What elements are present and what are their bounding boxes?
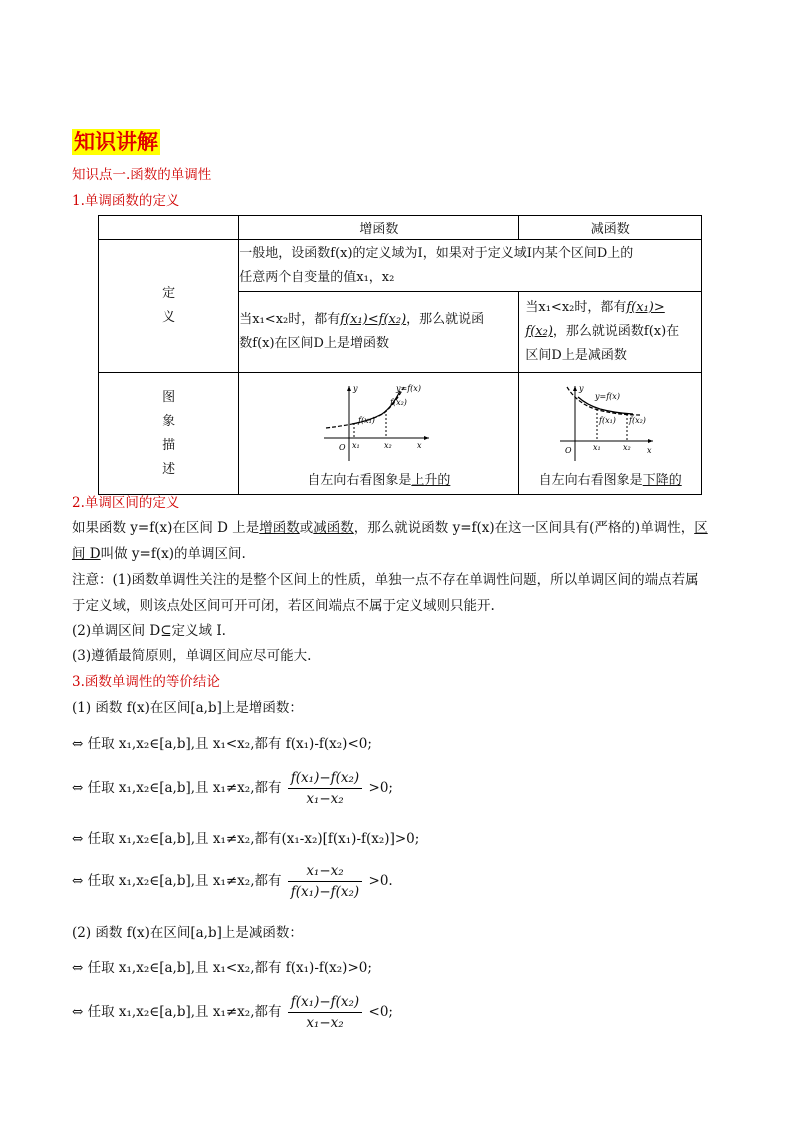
general-line2: 任意两个自变量的值x₁，x₂	[239, 269, 395, 285]
section1-title: 知识点一.函数的单调性	[72, 167, 212, 183]
increase-graph-cell	[239, 373, 519, 495]
note-line3: (2)单调区间 D⊆定义域 I.	[72, 623, 226, 639]
dec-condition-2: f(x₂)	[525, 324, 553, 339]
inc-x-label: x	[416, 441, 422, 450]
subsection1-title: 1.单调函数的定义	[72, 193, 180, 209]
inc-fx2-label: f(x₂)	[389, 398, 407, 407]
dec-caption-underlined: 下降的	[642, 473, 682, 488]
dec-y-label: y	[579, 384, 584, 393]
decrease-graph-cell	[519, 373, 702, 495]
increase-condition-3: ⇔ 任取 x₁,x₂∈[a,b],且 x₁≠x₂,都有(x₁-x₂)[f(x₁)-f(x₂)]>0;	[72, 831, 420, 847]
dec-curve-label: y=f(x)	[595, 392, 621, 401]
inc-caption-underlined: 上升的	[411, 473, 451, 488]
general-definition	[239, 240, 702, 292]
dec-origin-label: O	[565, 446, 572, 455]
section3-title: 3.函数单调性的等价结论	[72, 674, 220, 690]
dec-text1: 当x₁<x₂时，都有	[525, 300, 627, 315]
inc-y-label: y	[352, 384, 358, 393]
dec-text2: ，那么就说函数f(x)在	[552, 324, 680, 339]
row-definition-label: 定 义	[99, 240, 239, 373]
inc-text2: ，那么就说函	[406, 312, 485, 327]
inc-x1-label: x₁	[351, 441, 360, 450]
dec-fx1-label: f(x₁)	[599, 416, 617, 425]
monotonic-definition-table	[98, 215, 702, 495]
inc-caption: 自左向右看图象是	[307, 473, 412, 488]
inc-origin-label: O	[338, 443, 346, 452]
increase-definition	[239, 292, 519, 373]
monotonic-interval-def-line1: 如果函数 y=f(x)在区间 D 上是增函数或减函数，那么就说函数 y=f(x)在这一区间具有(严格的)单调性，区	[72, 520, 708, 536]
dec-caption: 自左向右看图象是	[538, 473, 643, 488]
general-line1: 一般地，设函数f(x)的定义域为I，如果对于定义域I内某个区间D上的	[239, 245, 634, 261]
dec-x1-label: x₁	[593, 443, 601, 452]
inc-condition: f(x₁)<f(x₂)	[340, 312, 407, 327]
decrease-condition-1: ⇔ 任取 x₁,x₂∈[a,b],且 x₁<x₂,都有 f(x₁)-f(x₂)>0;	[72, 960, 372, 976]
increase-heading: (1) 函数 f(x)在区间[a,b]上是增函数：	[72, 700, 303, 716]
dec-condition-1: f(x₁)>	[626, 300, 665, 315]
increase-condition-2: ⇔ 任取 x₁,x₂∈[a,b],且 x₁≠x₂,都有 $\frac{\text{f(x₁)−f(x₂)}}{\text{x₁−x₂}}$ >0;	[72, 770, 393, 807]
dec-text3: 区间D上是减函数	[525, 348, 627, 363]
increase-condition-4: ⇔ 任取 x₁,x₂∈[a,b],且 x₁≠x₂,都有 $\frac{\text{x₁−x₂}}{\text{f(x₁)−f(x₂)}}$ >0.	[72, 863, 393, 900]
monotonic-interval-def-line2: 间 D叫做 y=f(x)的单调区间.	[72, 546, 246, 562]
dec-fx2-label: f(x₂)	[629, 416, 647, 425]
dec-x2-label: x₂	[623, 443, 631, 452]
inc-curve-label: y=f(x)	[395, 384, 421, 393]
note-line4: (3)遵循最简原则，单调区间应尽可能大.	[72, 648, 312, 664]
increase-condition-1: ⇔ 任取 x₁,x₂∈[a,b],且 x₁<x₂,都有 f(x₁)-f(x₂)<0;	[72, 736, 372, 752]
decrease-heading: (2) 函数 f(x)在区间[a,b]上是减函数：	[72, 925, 303, 941]
decreasing-function-graph	[555, 383, 665, 463]
decrease-definition	[519, 292, 702, 373]
inc-x2-label: x₂	[383, 441, 392, 450]
header-decrease: 减函数	[519, 216, 702, 240]
header-increase: 增函数	[239, 216, 519, 240]
section2-title: 2.单调区间的定义	[72, 495, 180, 511]
dec-x-label: x	[647, 446, 652, 455]
decrease-condition-2: ⇔ 任取 x₁,x₂∈[a,b],且 x₁≠x₂,都有 $\frac{\text{f(x₁)−f(x₂)}}{\text{x₁−x₂}}$ <0;	[72, 994, 393, 1031]
note-line1: 注意：(1)函数单调性关注的是整个区间上的性质，单独一点不存在单调性问题，所以单调区间的端点若属	[72, 572, 699, 588]
inc-text3: 数f(x)在区间D上是增函数	[239, 336, 389, 351]
increasing-function-graph	[314, 383, 444, 463]
inc-fx1-label: f(x₁)	[357, 416, 375, 425]
page-heading: 知识讲解	[74, 130, 158, 154]
row-graph-label: 图 象 描 述	[99, 373, 239, 495]
note-line2: 于定义域，则该点处区间可开可闭，若区间端点不属于定义域则只能开.	[72, 598, 495, 614]
table-corner	[99, 216, 239, 240]
inc-text1: 当x₁<x₂时，都有	[239, 312, 341, 327]
